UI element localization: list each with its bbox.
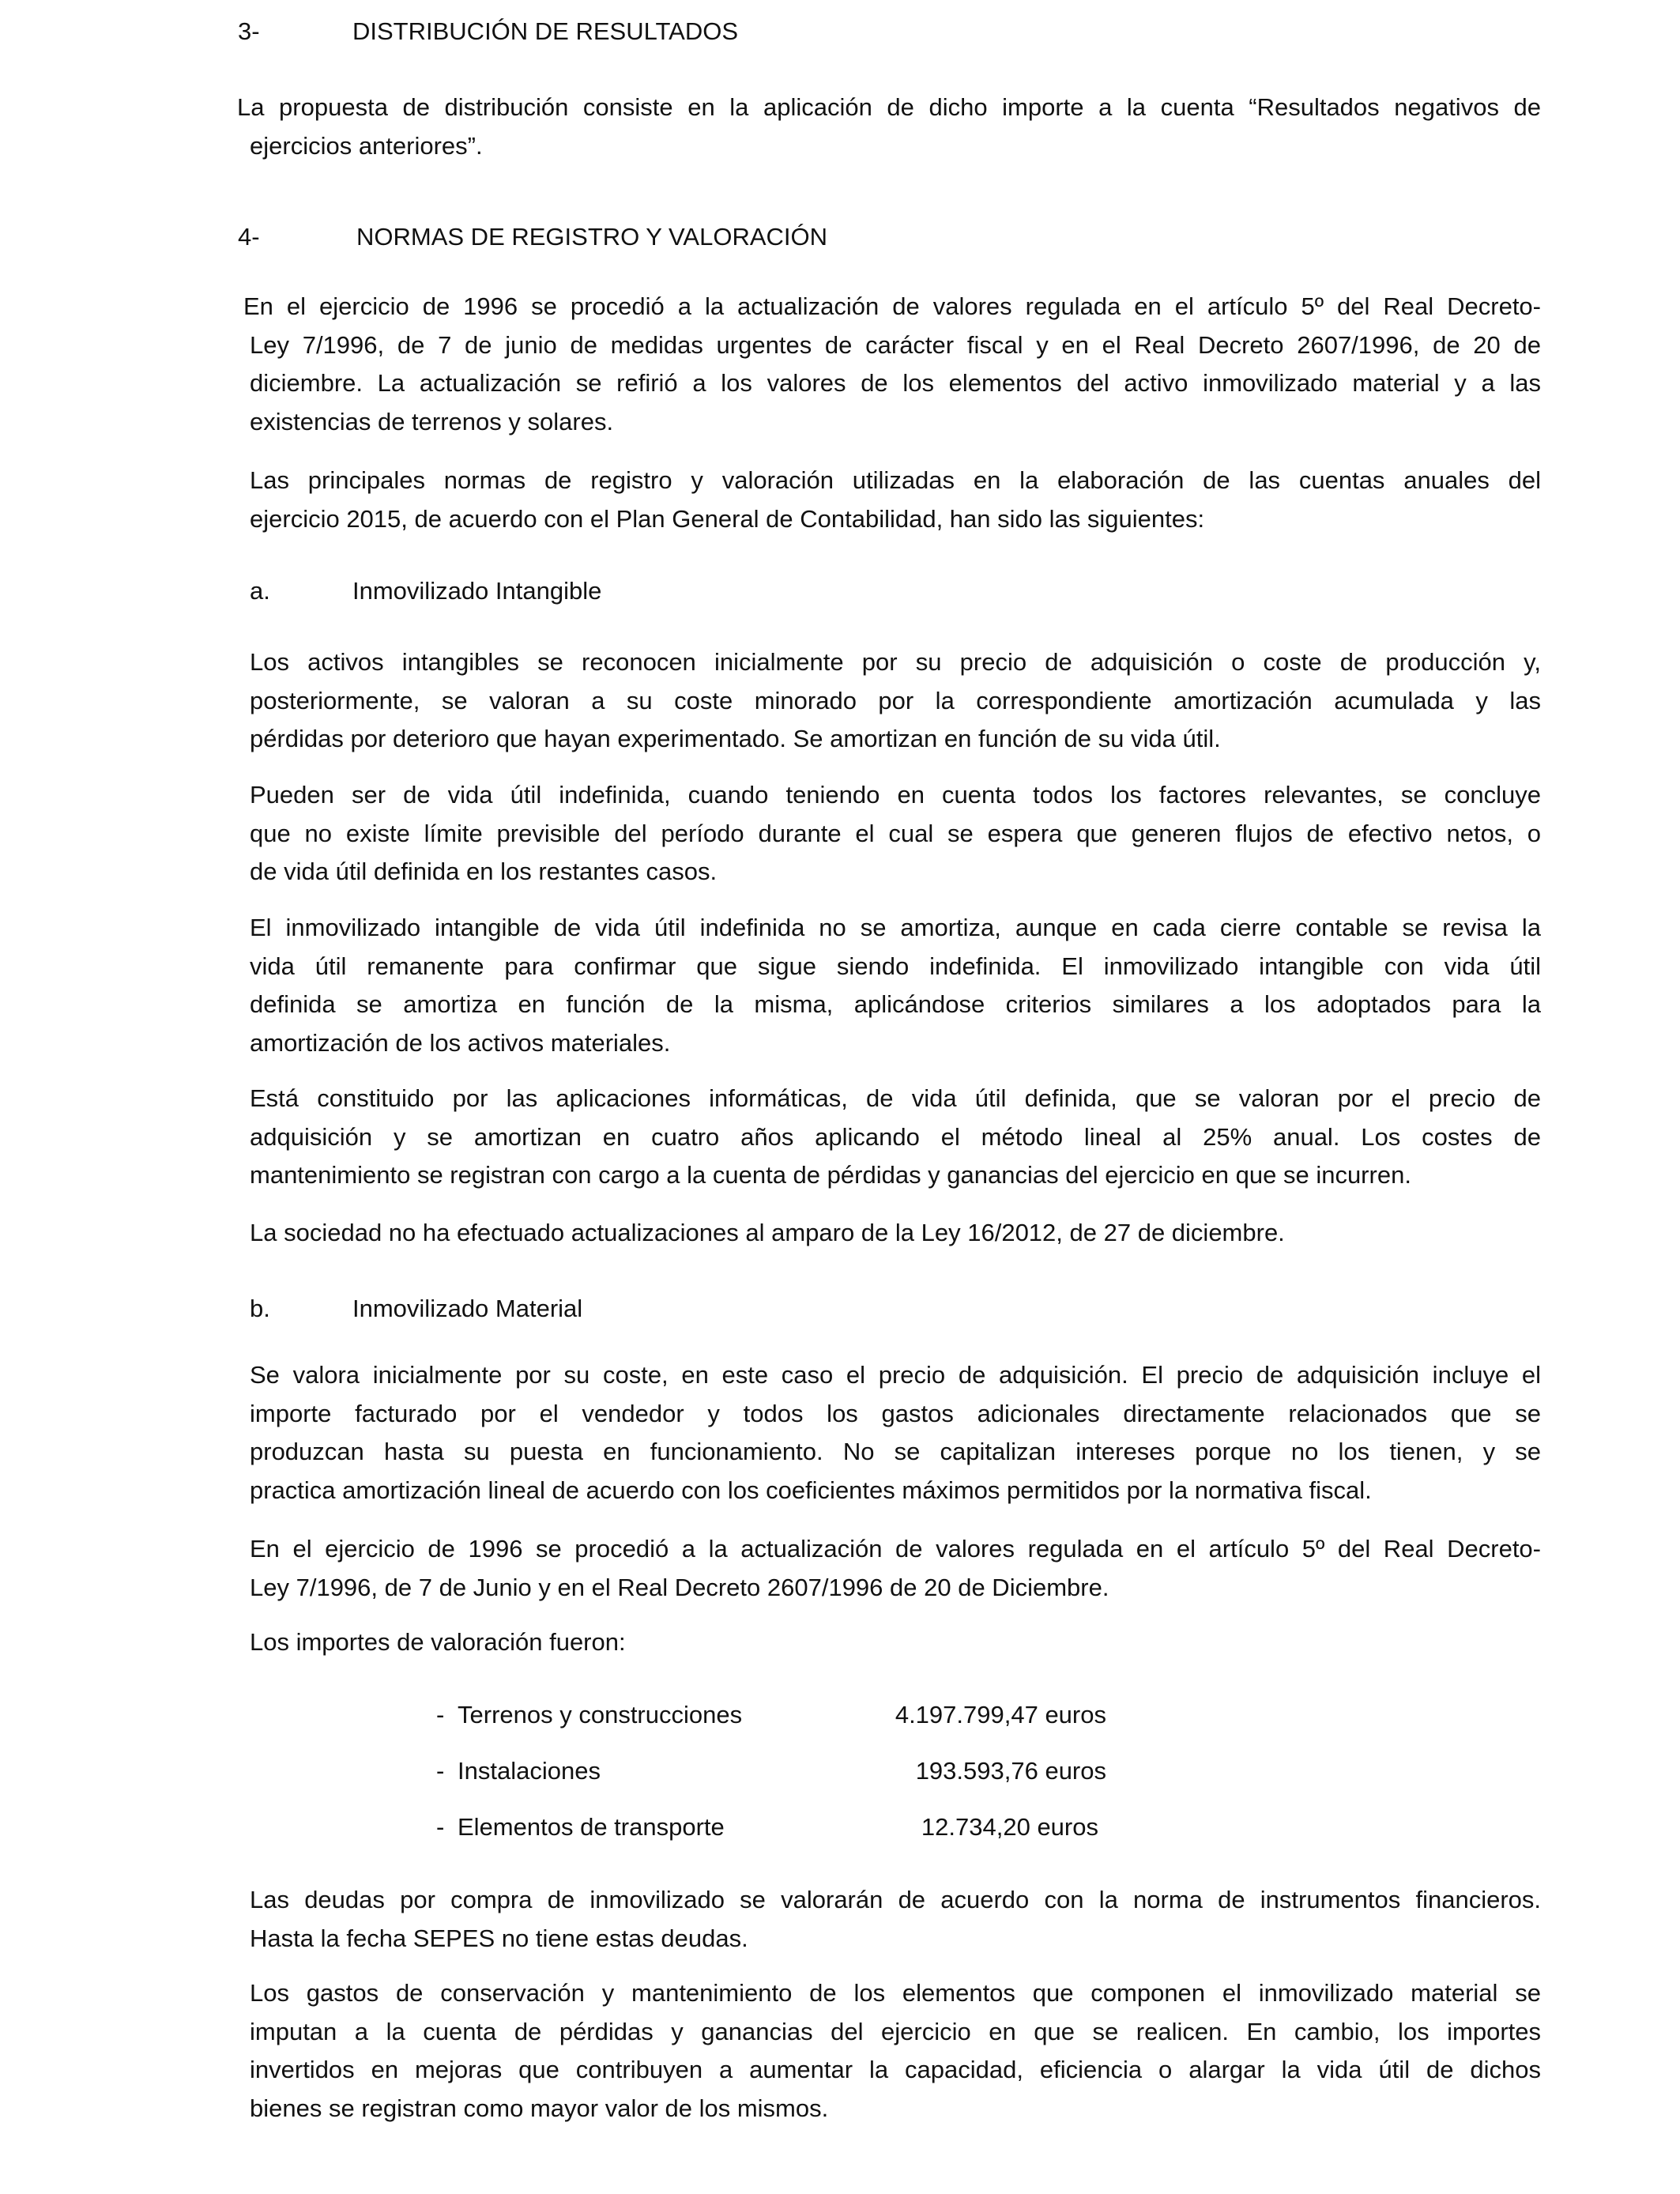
subsection-b-paragraph-4 (250, 1881, 1541, 1958)
subsection-a-paragraph-2 (250, 776, 1541, 892)
subsection-title: Inmovilizado Material (352, 1295, 583, 1322)
text-line: de vida útil definida en los restantes casos. (250, 858, 718, 886)
text-line: adquisición y se amortizan en cuatro años aplicando el método lineal al 25% anual. Los costes de (250, 1122, 1541, 1151)
valuation-row (436, 1699, 1106, 1731)
text-line: definida se amortiza en función de la misma, aplicándose criterios similares a los adoptados para la (250, 990, 1541, 1019)
text-line: Las deudas por compra de inmovilizado se valorarán de acuerdo con la norma de instrumentos financieros. (250, 1886, 1541, 1913)
list-bullet: - (436, 1757, 445, 1785)
section-4-paragraph-2 (250, 462, 1541, 538)
subsection-b-paragraph-5 (250, 1974, 1541, 2128)
text-line: Ley 7/1996, de 7 de junio de medidas urgentes de carácter fiscal y en el Real Decreto 2607/1996, de 20 de (250, 330, 1541, 359)
valuation-row (436, 1811, 1098, 1843)
valuation-amount: 12.734,20 euros (921, 1813, 1098, 1841)
text-line: diciembre. La actualización se refirió a los valores de los elementos del activo inmovilizado material y a las (250, 369, 1541, 398)
text-line: Las principales normas de registro y valoración utilizadas en la elaboración de las cuentas anuales del (250, 466, 1541, 494)
subsection-title: Inmovilizado Intangible (352, 577, 602, 605)
text-line: ejercicio 2015, de acuerdo con el Plan General de Contabilidad, han sido las siguientes: (250, 504, 1205, 533)
subsection-a-paragraph-1 (250, 643, 1541, 759)
text-line: ejercicios anteriores”. (250, 131, 483, 160)
valuation-row (436, 1755, 1106, 1787)
text-line: que no existe límite previsible del período durante el cual se espera que generen flujos de efectivo netos, o (250, 819, 1541, 847)
section-title: NORMAS DE REGISTRO Y VALORACIÓN (356, 223, 828, 251)
text-line: practica amortización lineal de acuerdo con los coeficientes máximos permitidos por la normativa fiscal. (250, 1476, 1372, 1504)
list-bullet: - (436, 1701, 445, 1728)
subsection-number: b. (250, 1295, 270, 1322)
text-line: En el ejercicio de 1996 se procedió a la actualización de valores regulada en el artículo 5º del Real Decreto- (250, 1535, 1541, 1563)
text-line: En el ejercicio de 1996 se procedió a la actualización de valores regulada en el artículo 5º del Real Decreto- (243, 292, 1541, 320)
section-number: 4- (238, 223, 260, 251)
text-line: posteriormente, se valoran a su coste minorado por la correspondiente amortización acumulada y las (250, 686, 1541, 714)
text-line: pérdidas por deterioro que hayan experimentado. Se amortizan en función de su vida útil. (250, 725, 1221, 753)
text-line: vida útil remanente para confirmar que sigue siendo indefinida. El inmovilizado intangible con vida útil (250, 952, 1541, 980)
section-number: 3- (238, 17, 260, 45)
text-line: Está constituido por las aplicaciones informáticas, de vida útil definida, que se valoran por el precio de (250, 1084, 1541, 1112)
text-line: invertidos en mejoras que contribuyen a aumentar la capacidad, eficiencia o alargar la vida útil de dichos (250, 2056, 1541, 2084)
text-line: La sociedad no ha efectuado actualizaciones al amparo de la Ley 16/2012, de 27 de diciembre. (250, 1219, 1285, 1246)
text-line: produzcan hasta su puesta en funcionamiento. No se capitalizan intereses porque no los tienen, y se (250, 1438, 1541, 1466)
valuation-amount: 4.197.799,47 euros (895, 1701, 1106, 1728)
valuation-label: Elementos de transporte (458, 1813, 725, 1841)
text-line: La propuesta de distribución consiste en la aplicación de dicho importe a la cuenta “Resultados negativos de (237, 93, 1541, 121)
text-line: Los gastos de conservación y mantenimiento de los elementos que componen el inmovilizado material se (250, 1979, 1541, 2007)
subsection-b-paragraph-2 (250, 1530, 1541, 1607)
valuation-amount: 193.593,76 euros (915, 1757, 1106, 1785)
subsection-a-paragraph-5 (250, 1214, 1541, 1253)
valuation-label: Terrenos y construcciones (458, 1701, 743, 1728)
text-line: Los activos intangibles se reconocen inicialmente por su precio de adquisición o coste de producción y, (250, 648, 1541, 676)
section-4-paragraph-1 (243, 288, 1541, 441)
text-line: Se valora inicialmente por su coste, en este caso el precio de adquisición. El precio de adquisición incluye el (250, 1361, 1541, 1389)
text-line: Hasta la fecha SEPES no tiene estas deudas. (250, 1924, 748, 1952)
text-line: existencias de terrenos y solares. (250, 407, 614, 435)
section-3-paragraph (237, 89, 1541, 165)
subsection-a-paragraph-3 (250, 909, 1541, 1062)
valuation-label: Instalaciones (458, 1757, 601, 1785)
subsection-b-paragraph-3 (250, 1623, 1541, 1662)
text-line: Ley 7/1996, de 7 de Junio y en el Real Decreto 2607/1996 de 20 de Diciembre. (250, 1573, 1109, 1601)
text-line: mantenimiento se registran con cargo a la cuenta de pérdidas y ganancias del ejercicio en que se incurren. (250, 1161, 1411, 1189)
subsection-b-paragraph-1 (250, 1356, 1541, 1510)
text-line: imputan a la cuenta de pérdidas y ganancias del ejercicio en que se realicen. En cambio, los importes (250, 2017, 1541, 2045)
text-line: amortización de los activos materiales. (250, 1028, 671, 1057)
text-line: importe facturado por el vendedor y todos los gastos adicionales directamente relacionados que se (250, 1399, 1541, 1427)
text-line: Los importes de valoración fueron: (250, 1628, 626, 1656)
subsection-number: a. (250, 577, 270, 605)
text-line: bienes se registran como mayor valor de los mismos. (250, 2094, 829, 2122)
subsection-a-paragraph-4 (250, 1080, 1541, 1195)
section-title: DISTRIBUCIÓN DE RESULTADOS (352, 17, 739, 45)
text-line: Pueden ser de vida útil indefinida, cuando teniendo en cuenta todos los factores relevantes, se concluye (250, 781, 1541, 809)
list-bullet: - (436, 1813, 445, 1841)
text-line: El inmovilizado intangible de vida útil indefinida no se amortiza, aunque en cada cierre contable se revisa la (250, 914, 1541, 941)
